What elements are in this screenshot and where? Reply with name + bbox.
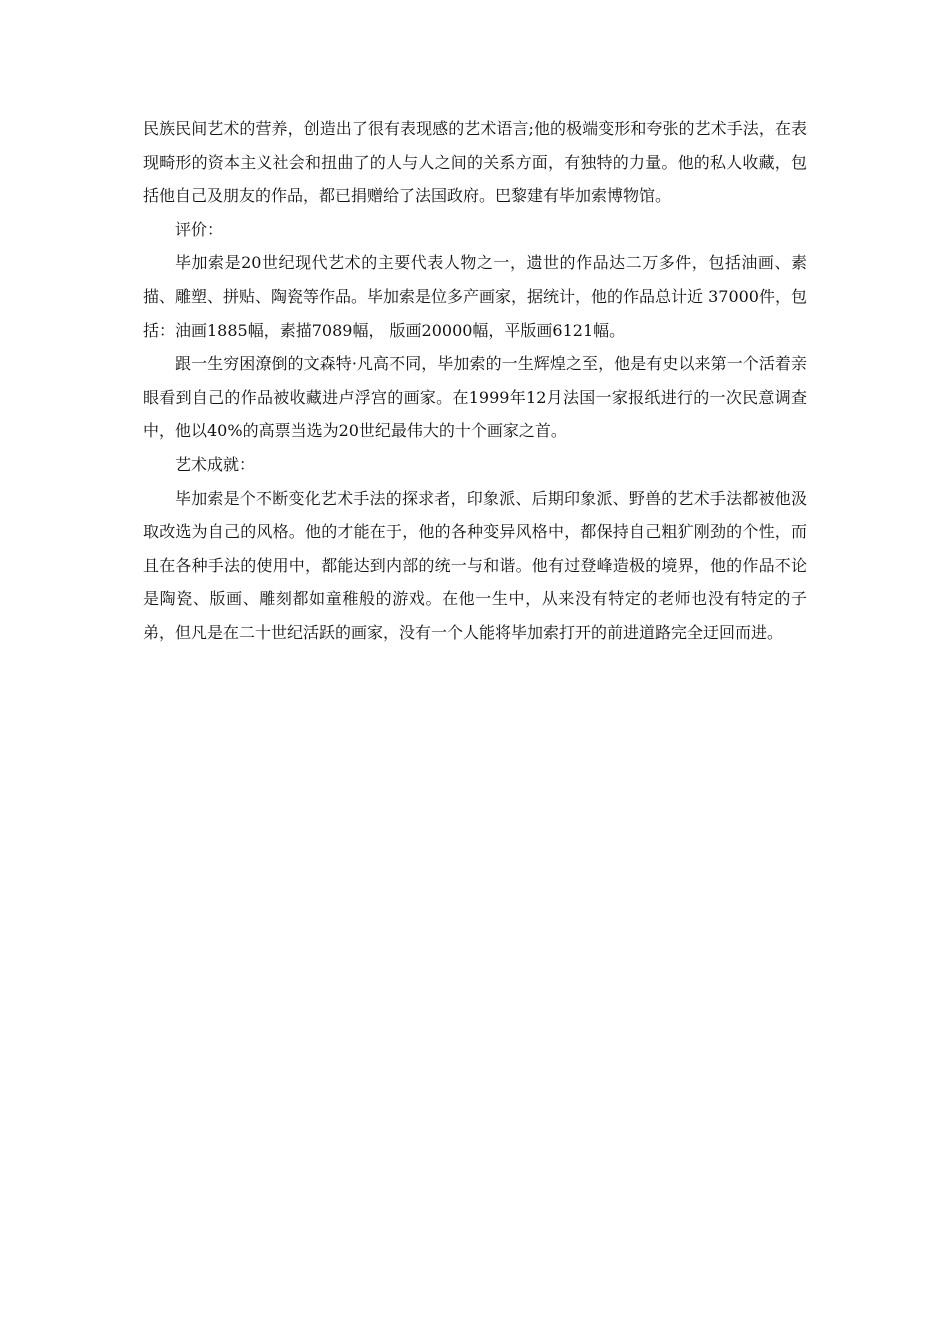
paragraph-evaluation-2: 跟一生穷困潦倒的文森特·凡高不同，毕加索的一生辉煌之至，他是有史以来第一个活着亲眼看到自己的作品被收藏进卢浮宫的画家。在1999年12月法国一家报纸进行的一次民意调查中，他以40%的高票当选为20世纪最伟大的十个画家之首。 — [143, 354, 807, 441]
paragraph-evaluation-1: 毕加索是20世纪现代艺术的主要代表人物之一，遗世的作品达二万多件，包括油画、素描、雕塑、拼贴、陶瓷等作品。毕加索是位多产画家，据统计，他的作品总计近 37000件，包括：油画1885幅，素描7089幅， 版画20000幅，平版画6121幅。 — [143, 253, 807, 340]
section-heading-achievement: 艺术成就： — [175, 454, 256, 474]
section-heading-evaluation: 评价： — [175, 219, 224, 239]
paragraph-continuation: 民族民间艺术的营养，创造出了很有表现感的艺术语言;他的极端变形和夸张的艺术手法，在表现畸形的资本主义社会和扭曲了的人与人之间的关系方面，有独特的力量。他的私人收藏，包括他自己及朋友的作品，都已捐赠给了法国政府。巴黎建有毕加索博物馆。 — [143, 119, 807, 206]
paragraph-achievement-1: 毕加索是个不断变化艺术手法的探求者，印象派、后期印象派、野兽的艺术手法都被他汲取改选为自己的风格。他的才能在于，他的各种变异风格中，都保持自己粗犷刚劲的个性，而且在各种手法的使用中，都能达到内部的统一与和谐。他有过登峰造极的境界，他的作品不论是陶瓷、版画、雕刻都如童稚般的游戏。在他一生中，从来没有特定的老师也没有特定的子弟，但凡是在二十世纪活跃的画家，没有一个人能将毕加索打开的前进道路完全迂回而进。 — [143, 488, 807, 642]
document-body — [143, 112, 807, 650]
